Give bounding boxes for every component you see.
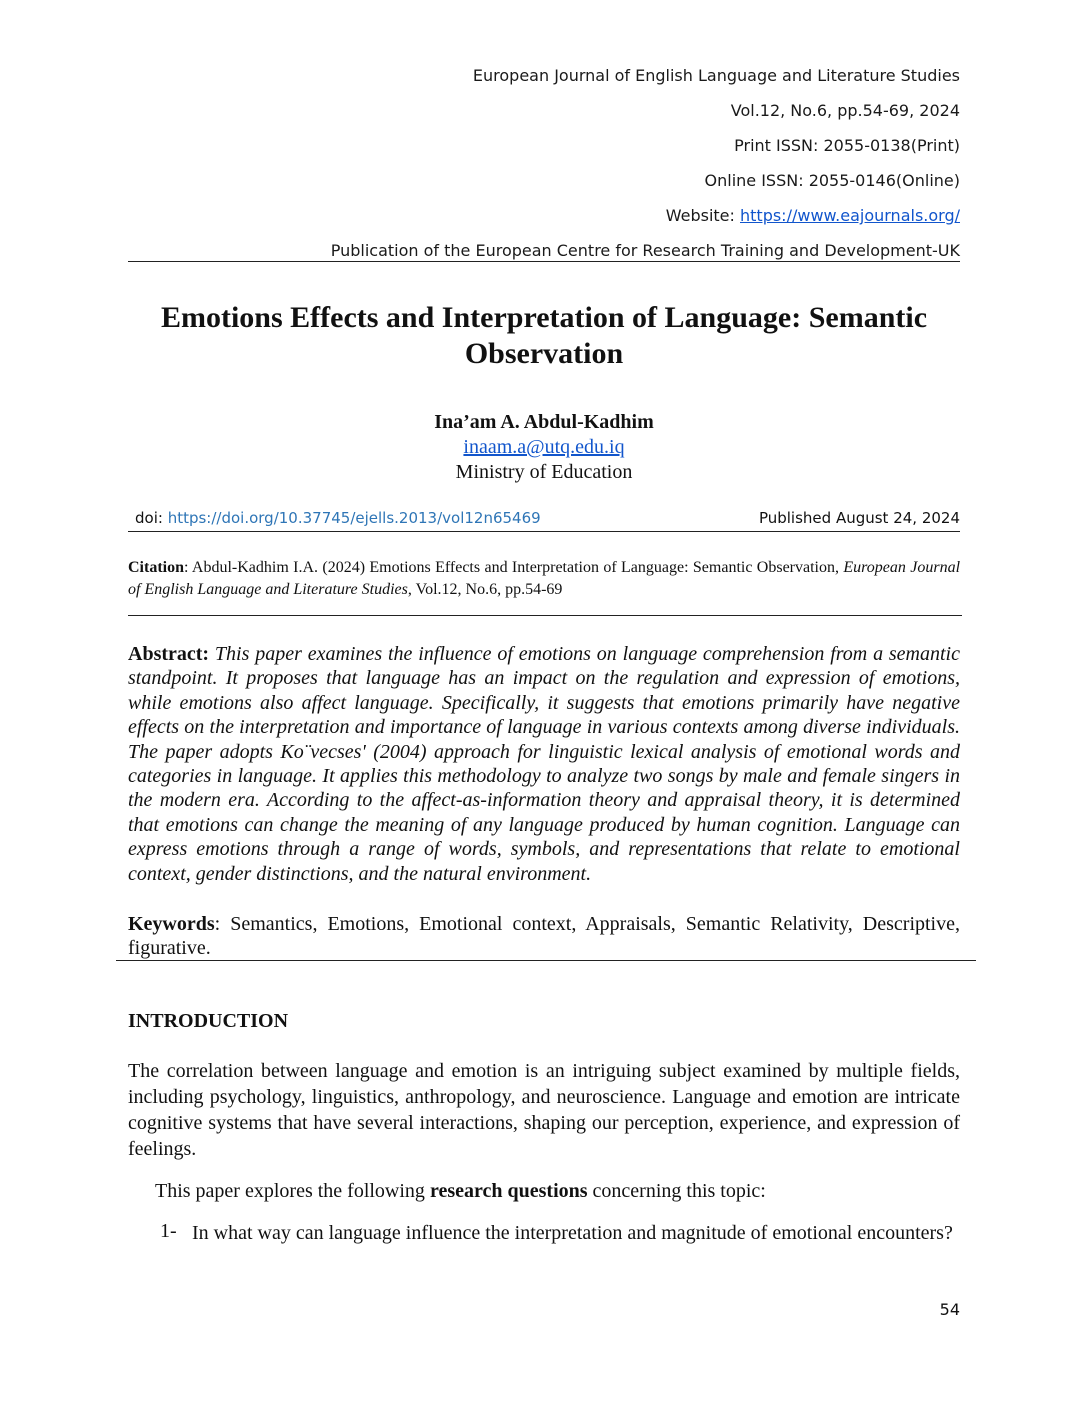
website-line: [666, 206, 960, 225]
abstract: [128, 642, 960, 886]
online-issn: Online ISSN: 2055-0146(Online): [704, 171, 960, 190]
keywords-divider: [116, 960, 976, 961]
keywords-text: : Semantics, Emotions, Emotional context, Appraisals, Semantic Relativity, Descriptive, figurative.: [128, 913, 960, 960]
research-questions-intro: [155, 1180, 766, 1203]
rq-text-pre: This paper explores the following: [155, 1180, 430, 1202]
introduction-heading: INTRODUCTION: [128, 1010, 289, 1032]
header-divider: [128, 261, 960, 262]
author-email-line: [128, 435, 960, 459]
volume-info: Vol.12, No.6, pp.54-69, 2024: [730, 101, 960, 120]
citation-text-1: : Abdul-Kadhim I.A. (2024) Emotions Effects and Interpretation of Language: Semantic Observation,: [184, 559, 844, 576]
rq-text-bold: research questions: [429, 1180, 588, 1202]
rq-text-post: concerning this topic:: [587, 1180, 766, 1202]
page-number: 54: [939, 1300, 960, 1319]
citation-journal: European Journal of English Language and Literature Studies: [128, 559, 961, 598]
author-name: Ina’am A. Abdul-Kadhim: [434, 411, 654, 433]
list-item-text: In what way can language influence the interpretation and magnitude of emotional encounters?: [192, 1222, 953, 1244]
website-label: Website:: [665, 206, 740, 225]
citation-text-2: , Vol.12, No.6, pp.54-69: [407, 581, 563, 598]
publisher-line: Publication of the European Centre for Research Training and Development-UK: [330, 241, 960, 260]
doi-label: doi:: [135, 509, 168, 527]
abstract-label: Abstract:: [128, 643, 210, 665]
citation-label: Citation: [128, 559, 184, 576]
introduction-paragraph: The correlation between language and emotion is an intriguing subject examined by multiple fields, including psychology, linguistics, anthropology, and neuroscience. Language and emotion are intricate cognitive systems that have several interactions, shaping our perception, experience, and expression of feelings.: [128, 1060, 960, 1160]
doi-line: [135, 509, 541, 527]
citation-divider: [128, 615, 962, 616]
published-date: Published August 24, 2024: [758, 509, 960, 527]
list-item-number: 1-: [160, 1220, 177, 1242]
keywords-label: Keywords: [128, 913, 215, 935]
paper-title: Emotions Effects and Interpretation of Language: Semantic Observation: [160, 301, 928, 370]
doi-link[interactable]: https://doi.org/10.37745/ejells.2013/vol12n65469: [167, 509, 541, 527]
journal-name: European Journal of English Language and Literature Studies: [472, 66, 960, 85]
author-affiliation: Ministry of Education: [455, 461, 633, 483]
author-email-link[interactable]: inaam.a@utq.edu.iq: [463, 436, 625, 458]
print-issn: Print ISSN: 2055-0138(Print): [734, 136, 960, 155]
keywords: [128, 912, 960, 961]
abstract-text: This paper examines the influence of emotions on language comprehension from a semantic standpoint. It proposes that language has an impact on the regulation and expression of emotions, while emotions also affect language. Specifically, it suggests that emotions primarily have negative effects on the interpretation and importance of language in various contexts among diverse individuals. The paper adopts Ko¨vecses' (2004) approach for linguistic lexical analysis of emotional words and categories in language. It applies this methodology to analyze two songs by male and female singers in the modern era. According to the affect-as-information theory and appraisal theory, it is determined that emotions can change the meaning of any language produced by human cognition. Language can express emotions through a range of words, symbols, and representations that relate to emotional context, gender distinctions, and the natural environment.: [128, 643, 960, 885]
website-link[interactable]: https://www.eajournals.org/: [740, 206, 960, 225]
doi-divider: [128, 531, 960, 532]
citation: [128, 557, 960, 601]
